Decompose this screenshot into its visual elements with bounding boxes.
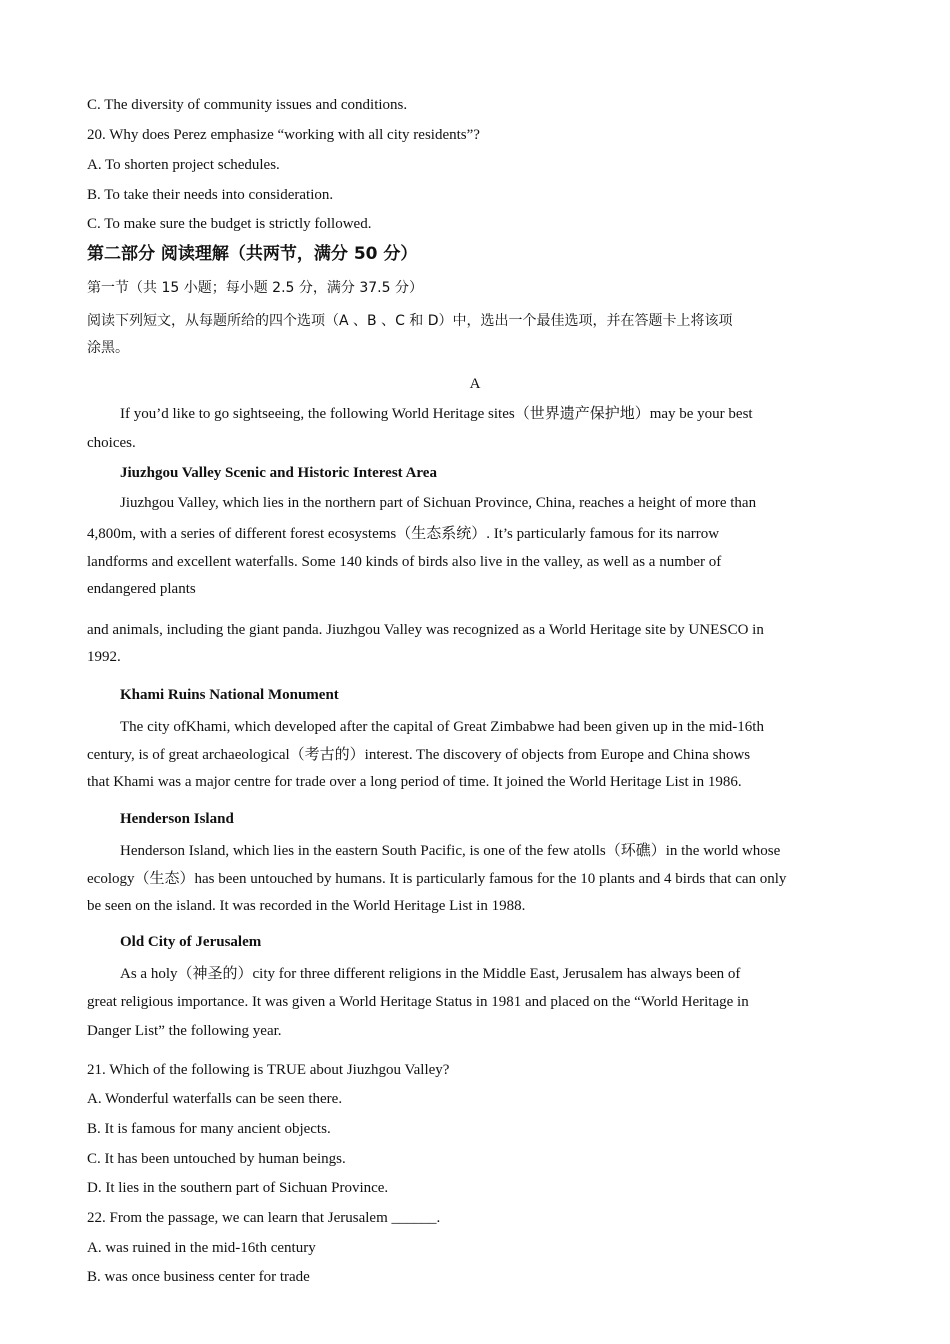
- site-paragraph-line: great religious importance. It was given a World Heritage Status in 1981 and placed on the “World Heritage in: [87, 994, 749, 1010]
- site-paragraph-line: ecology（生态）has been untouched by humans. It is particularly famous for the 10 plants and 4 birds that can only: [87, 871, 787, 887]
- site-paragraph-line: century, is of great archaeological（考古的）interest. The discovery of objects from Europe and China shows: [87, 747, 751, 763]
- section1-heading: 第一节（共 15 小题；每小题 2.5 分，满分 37.5 分）: [87, 280, 423, 296]
- site-paragraph-line: Jiuzhgou Valley, which lies in the northern part of Sichuan Province, China, reaches a height of more than: [120, 495, 757, 511]
- site-paragraph-line: The city ofKhami, which developed after the capital of Great Zimbabwe had been given up in the mid-16th: [120, 719, 764, 735]
- site-title-khami: Khami Ruins National Monument: [120, 687, 339, 703]
- instruction-line-2: 涂黑。: [87, 340, 129, 356]
- q22-option-b: B. was once business center for trade: [87, 1269, 310, 1285]
- passage-label: A: [469, 376, 481, 392]
- intro-line-1: If you’d like to go sightseeing, the following World Heritage sites（世界遗产保护地）may be your best: [120, 406, 753, 422]
- q20-question: 20. Why does Perez emphasize “working with all city residents”?: [87, 127, 480, 143]
- q20-option-c: C. To make sure the budget is strictly followed.: [87, 216, 372, 232]
- q21-option-d: D. It lies in the southern part of Sichuan Province.: [87, 1180, 389, 1196]
- site-paragraph-line: Danger List” the following year.: [87, 1023, 282, 1039]
- instruction-line-1: 阅读下列短文，从每题所给的四个选项（A 、B 、C 和 D）中，选出一个最佳选项，并在答题卡上将该项: [87, 313, 733, 329]
- q20-option-a: A. To shorten project schedules.: [87, 157, 280, 173]
- q22-question: 22. From the passage, we can learn that Jerusalem ______.: [87, 1210, 441, 1226]
- site-title-jiuzhgou: Jiuzhgou Valley Scenic and Historic Interest Area: [120, 465, 437, 481]
- site-paragraph-line: landforms and excellent waterfalls. Some 140 kinds of birds also live in the valley, as well as a number of: [87, 554, 722, 570]
- q21-option-a: A. Wonderful waterfalls can be seen there.: [87, 1091, 343, 1107]
- site-title-henderson: Henderson Island: [120, 811, 234, 827]
- site-paragraph-line: that Khami was a major centre for trade over a long period of time. It joined the World Heritage List in 1986.: [87, 774, 742, 790]
- site-title-jerusalem: Old City of Jerusalem: [120, 934, 262, 950]
- site-paragraph-line: be seen on the island. It was recorded in the World Heritage List in 1988.: [87, 898, 526, 914]
- site-paragraph-line: and animals, including the giant panda. Jiuzhgou Valley was recognized as a World Heritage site by UNESCO in: [87, 622, 764, 638]
- q19-option-c: C. The diversity of community issues and conditions.: [87, 97, 408, 113]
- site-paragraph-line: endangered plants: [87, 581, 196, 597]
- site-paragraph-line: 1992.: [87, 649, 121, 665]
- site-paragraph-line: Henderson Island, which lies in the eastern South Pacific, is one of the few atolls（环礁）in the world whose: [120, 843, 781, 859]
- q20-option-b: B. To take their needs into consideration.: [87, 187, 334, 203]
- q21-option-b: B. It is famous for many ancient objects.: [87, 1121, 331, 1137]
- q21-option-c: C. It has been untouched by human beings.: [87, 1151, 346, 1167]
- part2-heading: 第二部分 阅读理解（共两节，满分 50 分）: [87, 244, 418, 264]
- site-paragraph-line: As a holy（神圣的）city for three different religions in the Middle East, Jerusalem has always been of: [120, 966, 741, 982]
- site-paragraph-line: 4,800m, with a series of different forest ecosystems（生态系统）. It’s particularly famous for its narrow: [87, 526, 720, 542]
- q22-option-a: A. was ruined in the mid-16th century: [87, 1240, 316, 1256]
- q21-question: 21. Which of the following is TRUE about Jiuzhgou Valley?: [87, 1062, 450, 1078]
- intro-line-2: choices.: [87, 435, 136, 451]
